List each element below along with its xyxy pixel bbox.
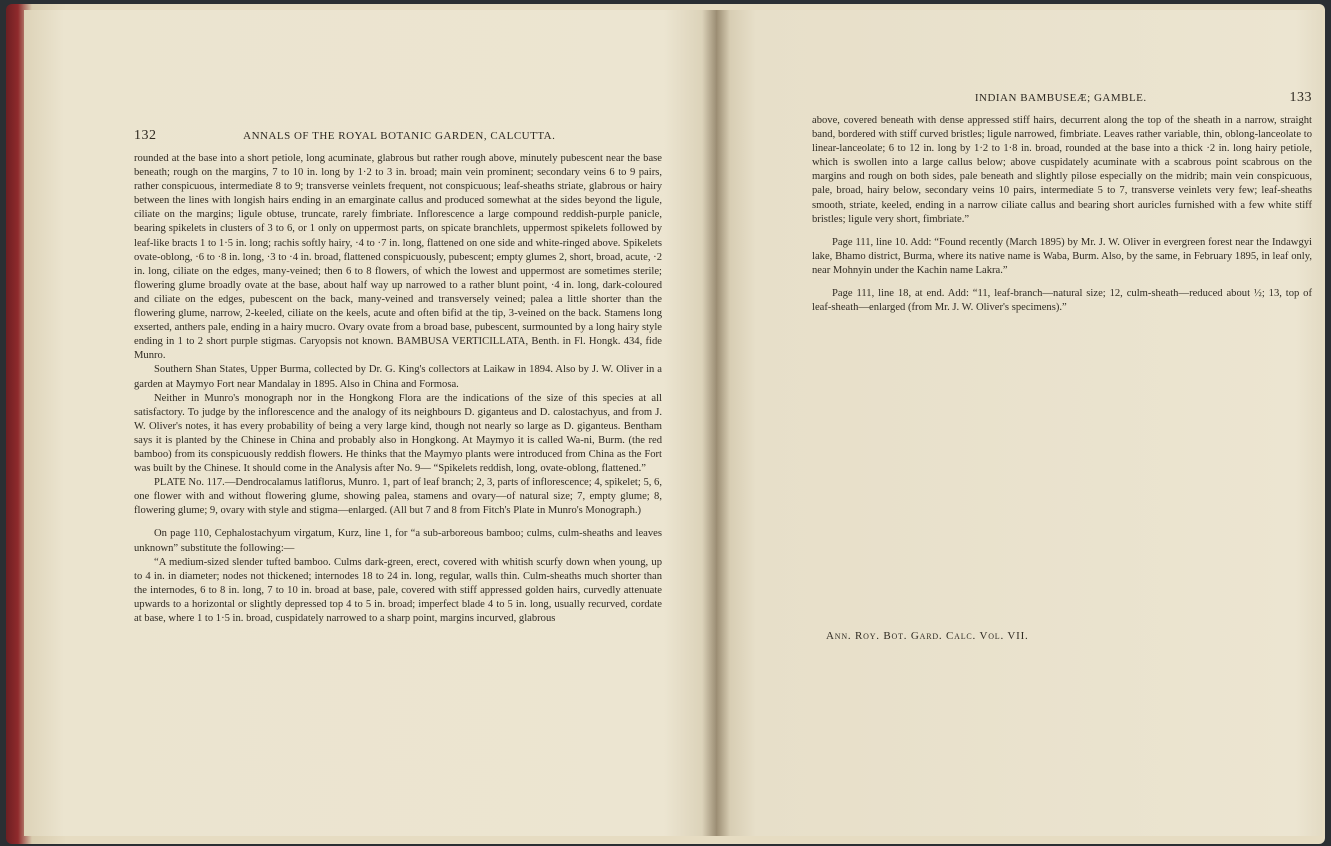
left-paragraph-3: Neither in Munro's monograph nor in the Hongkong Flora are the indications of the size of this species at all satisfactory. To judge by the inflorescence and the analogy of its neighbours D. giganteus and D. calostachyus, and from J. W. Oliver's notes, it has every probability of being a very large kind, though not nearly so large as D. giganteus. Bentham says it is planted by the Chinese in China and probably also in Hongkong. At Maymyo it is called Wa-ni, Burm. (the red bamboo) from its conspicuously reddish flowers. He thinks that the Maymyo plants were introduced from China as the Fort was built by the Chinese. It should come in the Analysis after No. 9— “Spikelets reddish, long, ovate-oblong, flattened.” <box>134 392 662 475</box>
left-paragraph-1: rounded at the base into a short petiole, long acuminate, glabrous but rather rough above, minutely pubescent near the base beneath; rough on the margins, 7 to 10 in. long by 1·2 to 3 in. broad; main vein prominent; secondary veins 6 to 9 pairs, rather conspicuous, intermediate 8 to 9; transverse veinlets frequent, not conspicuous; leaf-sheaths striate, glabrous or hairy between the lines with longish hairs ending in an emarginate callus and produced somewhat at the sides beyond the ligule, ciliate on the margins; ligule obtuse, truncate, rarely fimbriate. Inflorescence a large compound reddish-purple panicle, bearing spikelets in clusters of 3 to 6, or 1 only on uppermost parts, on spicate branchlets, uppermost spikelets followed by leaf-like bracts 1 to 1·5 in. long; rachis softly hairy, ·4 to ·7 in. long, flattened on one side and white-ringed above. Spikelets ovate-oblong, ·6 to ·8 in. long, ·3 to ·4 in. broad, flattened conspicuously, pubescent; empty glumes 2, short, broad, acute, ·2 in. long, ciliate on the edges, many-veined; then 6 to 8 flowers, of which the lowest and uppermost are sometimes sterile; flowering glume broadly ovate at the base, about half way up narrowed to a rather blunt point, ·4 in. long, dark-coloured and ciliate on the edges, pubescent on the back, many-veined and transversely veined; palea a little shorter than the flowering glume, narrow, 2-keeled, ciliate on the keels, acute and often bifid at the tip, 3-veined on the back. Stamens long exserted, anthers pale, ending in a hairy mucro. Ovary ovate from a broad base, pubescent, surmounted by a long hairy style ending in 1 to 2 short purple stigmas. Caryopsis not known. BAMBUSA VERTICILLATA, Benth. in Fl. Hongk. 434, fide Munro. <box>134 153 662 362</box>
right-text-column <box>812 90 1312 315</box>
right-page-number: 133 <box>1289 90 1312 105</box>
left-running-head: ANNALS OF THE ROYAL BOTANIC GARDEN, CALCUTTA. <box>243 130 556 142</box>
left-paragraph-2: Southern Shan States, Upper Burma, collected by Dr. G. King's collectors at Laikaw in 1894. Also by J. W. Oliver in a garden at Maymyo Fort near Mandalay in 1895. Also in China and Formosa. <box>134 364 662 390</box>
right-running-head: INDIAN BAMBUSEÆ; GAMBLE. <box>974 92 1147 104</box>
left-paragraph-correction: On page 110, Cephalostachyum virgatum, Kurz, line 1, for “a sub-arboreous bamboo; culms, culm-sheaths and leaves unknown” substitute the following:— <box>134 528 662 554</box>
right-page <box>716 10 1322 836</box>
left-paragraph-description: “A medium-sized slender tufted bamboo. Culms dark-green, erect, covered with whitish scurfy down when young, up to 4 in. in diameter; nodes not thickened; internodes 18 to 24 in. long, regular, walls thin. Culm-sheaths much shorter than the internodes, 6 to 8 in. long, 7 to 10 in. broad at base, pale, covered with stiff appressed golden hairs, curvedly attenuate upwards to a horizontal or slightly depressed top 4 to 5 in. broad; imperfect blade 4 to 5 in. long, usually recurved, cordate at base, where 1 to 1·5 in. broad, cuspidately narrowed to a sharp point, margins incurved, glabrous <box>134 556 662 624</box>
left-page <box>24 10 716 836</box>
left-paragraph-plate: PLATE No. 117.—Dendrocalamus latiflorus, Munro. 1, part of leaf branch; 2, 3, parts of inflorescence; 4, spikelet; 5, 6, one flower with and without flowering glume, showing palea, stamens and ovary—of natural size; 7, empty glume; 8, flowering glume; 9, ovary with style and stigma—enlarged. (All but 7 and 8 from Fitch's Plate in Munro's Monograph.) <box>134 477 662 517</box>
left-text-column <box>134 128 662 626</box>
journal-footer: Ann. Roy. Bot. Gard. Calc. Vol. VII. <box>826 630 1029 642</box>
right-paragraph-3: Page 111, line 18, at end. Add: “11, leaf-branch—natural size; 12, culm-sheath—reduced about ½; 13, top of leaf-sheath—enlarged (from Mr. J. W. Oliver's specimens).” <box>812 288 1312 314</box>
right-paragraph-1: above, covered beneath with dense appressed stiff hairs, decurrent along the top of the sheath in a narrow, straight band, bordered with stiff curved bristles; ligule narrowed, fimbriate. Leaves rather variable, thin, oblong-lanceolate to linear-lanceolate; 6 to 12 in. long by 1·2 to 1·8 in. broad, rounded at the base into a thick ·2 in. long hairy petiole, which is swollen into a large callus below; above cuspidately acuminate with a scabrous point scabrous on the margins and rough on both sides, pale beneath and slightly pilose especially on the midrib; main vein conspicuous, pale, broad, hairy below, secondary veins 10 pairs, intermediate 5 to 7, transverse veinlets very few; leaf-sheaths smooth, striate, keeled, ending in a narrow ciliate callus and bearing short auricles furnished with a few white stiff bristles; ligule very short, fimbriate.” <box>812 115 1312 225</box>
page-gutter-shadow <box>702 10 730 836</box>
left-page-number: 132 <box>134 128 157 143</box>
right-paragraph-2: Page 111, line 10. Add: “Found recently (March 1895) by Mr. J. W. Oliver in evergreen forest near the Indawgyi lake, Bhamo district, Burma, where its native name is Waba, Burm. Also, by the same, in February 1895, in leaf only, near Mohnyin under the Kachin name Lakra.” <box>812 236 1312 276</box>
right-running-header <box>812 90 1312 106</box>
left-running-header <box>134 128 662 144</box>
